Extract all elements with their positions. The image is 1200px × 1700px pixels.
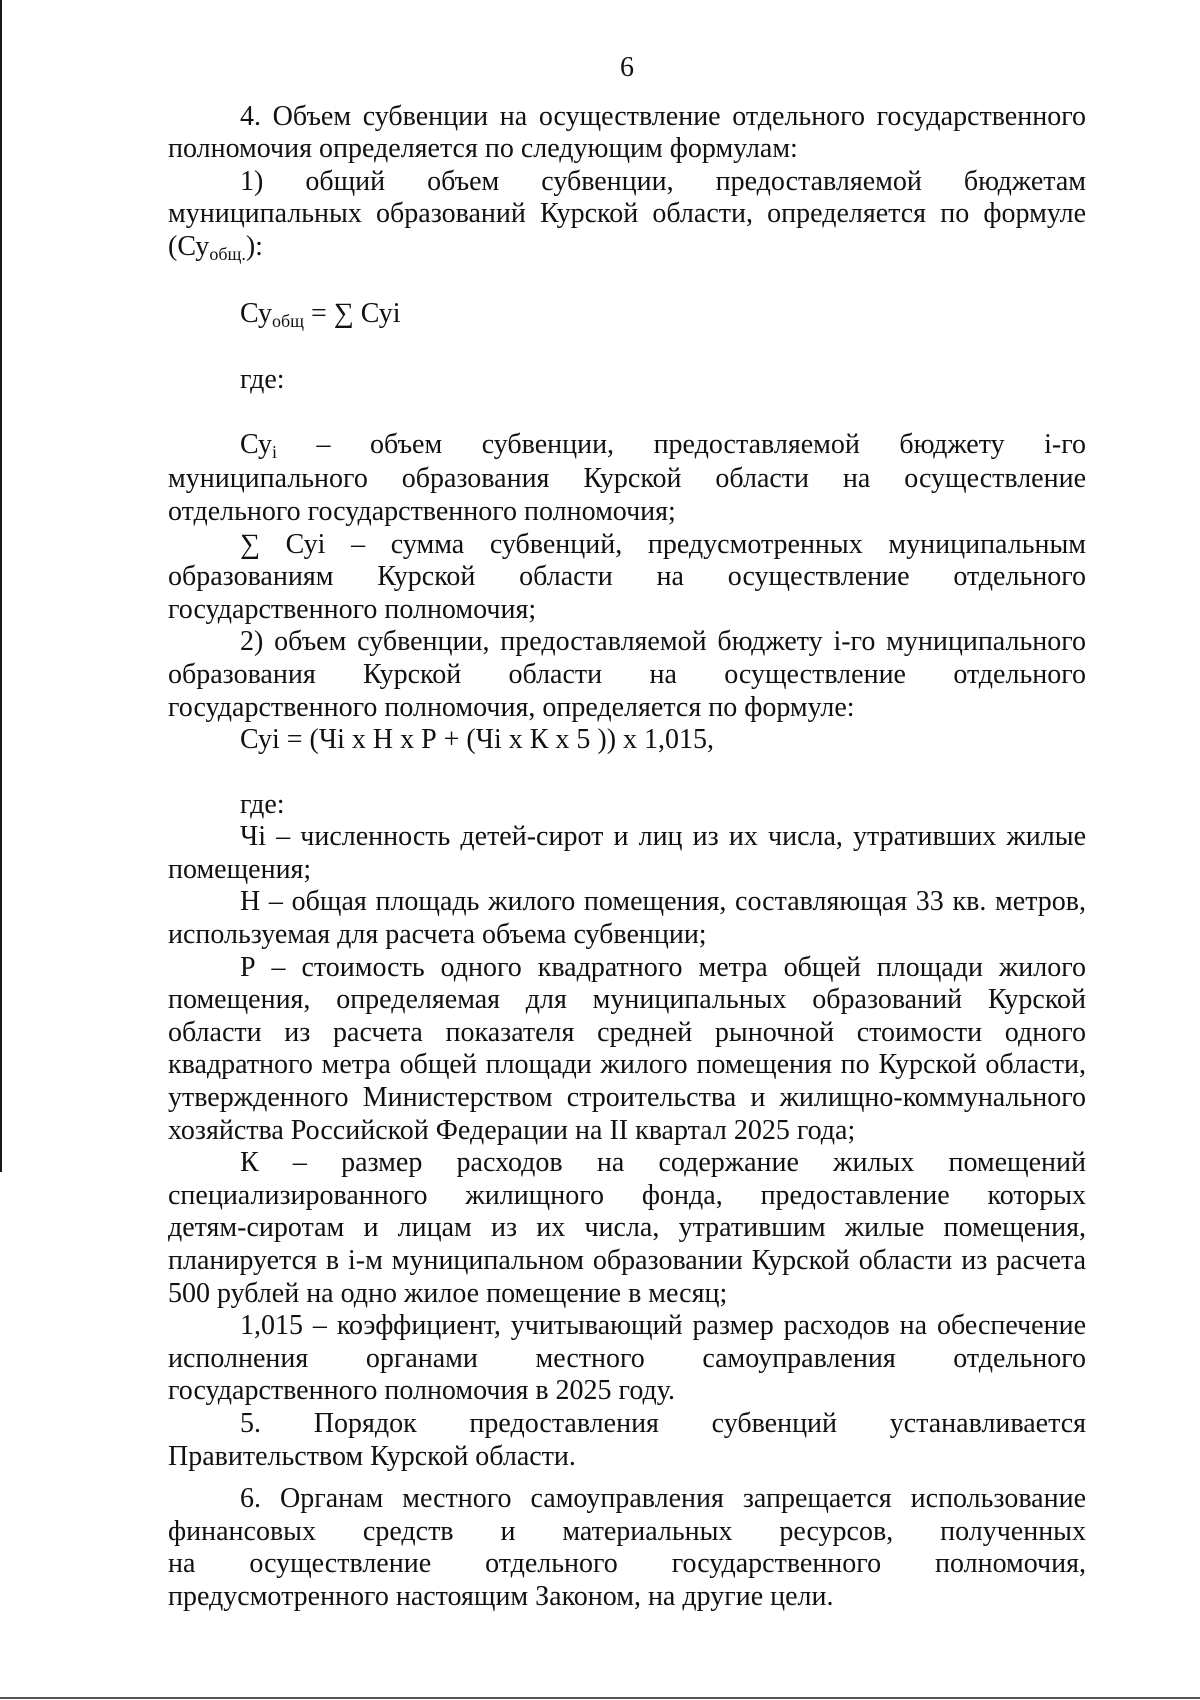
text-line: предусмотренного настоящим Законом, на другие цели. (168, 1580, 834, 1612)
text-line: Р – стоимость одного квадратного метра общей площади жилого (240, 951, 1086, 983)
text-line (168, 429, 1086, 464)
text-line: 5. Порядок предоставления субвенций устанавливается (240, 1407, 1086, 1439)
text-line: 1) общий объем субвенции, предоставляемой бюджетам (240, 165, 1086, 197)
text-line: отдельного государственного полномочия; (168, 495, 676, 527)
text-line: используемая для расчета объема субвенции; (168, 919, 707, 951)
text-line: на осуществление отдельного государственного полномочия, (168, 1548, 1086, 1580)
text-line: Н – общая площадь жилого помещения, составляющая 33 кв. метров, (240, 886, 1086, 918)
text-line: утвержденного Министерством строительства и жилищно-коммунального (168, 1082, 1086, 1114)
text-line: ∑ Суi – сумма субвенций, предусмотренных муниципальным (240, 528, 1086, 560)
where-label: где: (240, 788, 285, 820)
definition-cyi (168, 429, 1086, 529)
text-line: государственного полномочия, определяется по формуле: (168, 691, 855, 723)
paragraph-section-4 (168, 101, 1086, 166)
definition-chi (168, 821, 1086, 886)
paragraph-section-5 (168, 1408, 1086, 1473)
text-line: государственного полномочия; (168, 593, 537, 625)
definition-sum (168, 529, 1086, 627)
text-fragment: – объем субвенции, предоставляемой бюджету i-го (277, 428, 1086, 460)
formula-lhs: Су (240, 297, 272, 329)
page-number: 6 (620, 52, 634, 83)
text-line: 4. Объем субвенции на осуществление отдельного государственного (240, 100, 1086, 132)
where-label: где: (240, 364, 285, 396)
definition-p (168, 952, 1086, 1148)
paragraph-item-1 (168, 166, 1086, 266)
text-line: полномочия определяется по следующим формулам: (168, 133, 798, 165)
text-fragment: Су (240, 428, 272, 460)
text-line: области из расчета показателя средней рыночной стоимости одного (168, 1016, 1086, 1048)
text-line: муниципального образования Курской области на осуществление (168, 463, 1086, 495)
subscript: общ. (209, 243, 246, 264)
text-fragment: ): (245, 230, 263, 262)
text-line: помещения, определяемая для муниципальных образований Курской (168, 984, 1086, 1016)
text-line: образованиям Курской области на осуществление отдельного (168, 561, 1086, 593)
scan-bottom-edge (0, 1697, 1200, 1699)
text-line: специализированного жилищного фонда, предоставление которых (168, 1179, 1086, 1211)
text-line: 1,015 – коэффициент, учитывающий размер расходов на обеспечение (240, 1310, 1086, 1342)
text-line: детям-сиротам и лицам из их числа, утратившим жилые помещения, (168, 1212, 1086, 1244)
document-page (168, 52, 1086, 1614)
text-line (168, 231, 1086, 266)
text-line: Правительством Курской области. (168, 1440, 576, 1472)
text-line: муниципальных образований Курской области, определяется по формуле (168, 198, 1086, 230)
definition-h (168, 886, 1086, 951)
text-line: К – размер расходов на содержание жилых помещений (240, 1147, 1086, 1179)
formula-rhs: = ∑ Суi (304, 297, 401, 329)
definition-coefficient (168, 1310, 1086, 1408)
paragraph-section-6 (168, 1483, 1086, 1613)
text-fragment: (Су (168, 230, 210, 262)
text-line: образования Курской области на осуществление отдельного (168, 658, 1086, 690)
definition-k (168, 1147, 1086, 1310)
text-line: 6. Органам местного самоуправления запрещается использование (240, 1483, 1086, 1515)
scan-left-edge (0, 0, 2, 1172)
subscript: общ (271, 310, 305, 331)
subscript: i (271, 441, 277, 462)
text-line: 500 рублей на одно жилое помещение в месяц; (168, 1277, 728, 1309)
text-line: исполнения органами местного самоуправления отдельного (168, 1342, 1086, 1374)
formula-municipal-subvention: Суi = (Чi x Н x Р + (Чi x К x 5 )) x 1,015, (240, 724, 715, 756)
text-line: государственного полномочия в 2025 году. (168, 1375, 675, 1407)
text-line: квадратного метра общей площади жилого помещения по Курской области, (168, 1049, 1086, 1081)
text-line: помещения; (168, 853, 312, 885)
text-line: финансовых средств и материальных ресурсов, полученных (168, 1515, 1086, 1547)
text-line: планируется в i-м муниципальном образовании Курской области из расчета (168, 1245, 1086, 1276)
paragraph-item-2 (168, 626, 1086, 724)
text-line: Чi – численность детей-сирот и лиц из их числа, утративших жилые (240, 821, 1086, 853)
text-line: 2) объем субвенции, предоставляемой бюджету i-го муниципального (240, 626, 1086, 658)
text-line: хозяйства Российской Федерации на II квартал 2025 года; (168, 1114, 856, 1146)
formula-total-subvention (168, 298, 1086, 333)
